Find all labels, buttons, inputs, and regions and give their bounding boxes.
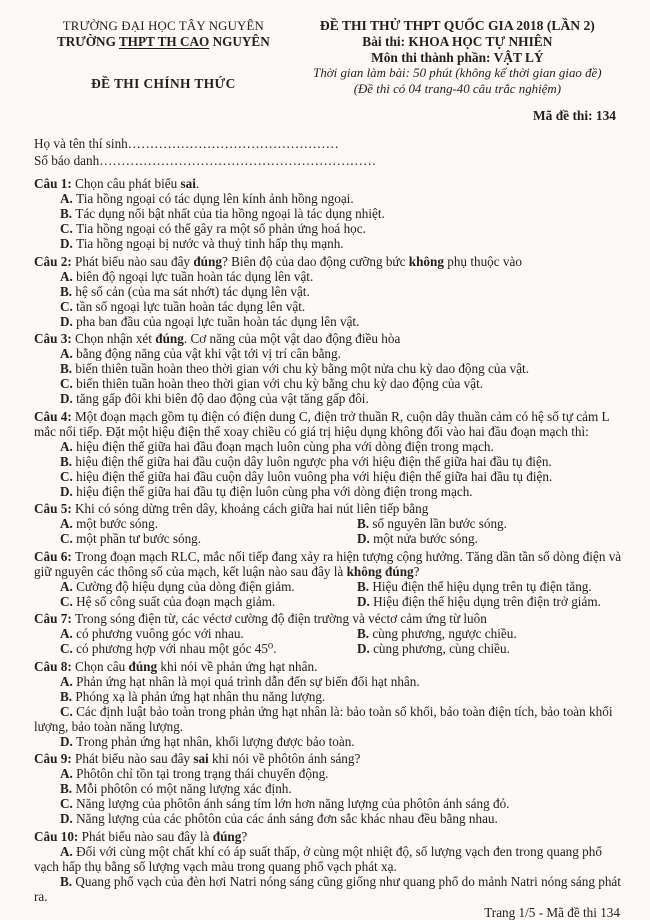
question-stem: Câu 10: Phát biểu nào sau đây là đúng? [34, 828, 248, 844]
option-letter: C. [60, 593, 77, 609]
option-C: C. một phần tư bước sóng. [60, 531, 202, 546]
option-letter: A. [60, 578, 77, 594]
option-letter: B. [60, 206, 76, 221]
option-letter: A. [60, 626, 77, 641]
option-letter: C. [60, 376, 77, 391]
question-number: Câu 10: [34, 828, 82, 844]
question-number: Câu 4: [34, 408, 76, 424]
option-D: D. Năng lượng của các phôtôn của các ánh sáng đơn sắc khác nhau đều bằng nhau. [60, 811, 498, 826]
option-letter: A. [60, 191, 77, 206]
option-A: A. Phôtôn chỉ tồn tại trong trạng thái chuyển động. [60, 766, 329, 781]
option-letter: D. [60, 811, 77, 826]
question-stem: Câu 5: Khi có sóng dừng trên dây, khoảng cách giữa hai nút liên tiếp bằng [34, 501, 429, 516]
question-block [34, 829, 622, 904]
question-options [34, 626, 622, 656]
question-options [34, 439, 622, 499]
option-B: B. số nguyên lần bước sóng. [356, 516, 507, 531]
exam-subject: Môn thi thành phần: VẬT LÝ [371, 50, 544, 65]
option-letter: B. [356, 578, 373, 594]
option-letter: A. [60, 673, 77, 689]
option-letter: B. [356, 626, 373, 641]
question-stem: Câu 8: Chọn câu đúng khi nói về phản ứng hạt nhân. [34, 658, 318, 674]
option-letter: B. [60, 688, 76, 704]
option-A: A. biên độ ngoại lực tuần hoàn tác dụng lên vật. [60, 268, 314, 284]
option-letter: C. [60, 796, 77, 811]
option-letter: D. [356, 531, 374, 546]
option-letter: C. [60, 641, 77, 656]
question-stem: Câu 9: Phát biểu nào sau đây sai khi nói về phôtôn ánh sáng? [34, 751, 361, 766]
exam-name: Bài thi: KHOA HỌC TỰ NHIÊN [362, 34, 553, 49]
student-info [34, 136, 622, 169]
exam-header [34, 18, 622, 124]
option-A: A. có phương vuông góc với nhau. [60, 626, 244, 641]
option-A: A. hiệu điện thế giữa hai đầu đoạn mạch luôn cùng pha với dòng điện trong mạch. [60, 438, 494, 454]
option-letter: D. [60, 236, 77, 251]
option-B: B. Hiệu điện thế hiệu dụng trên tụ điện tăng. [356, 578, 592, 594]
question-block [34, 751, 622, 826]
option-letter: B. [60, 283, 76, 299]
question-block [34, 611, 622, 656]
option-B: B. cùng phương, ngược chiều. [356, 626, 517, 641]
questions [34, 176, 622, 904]
option-D: D. Tia hồng ngoại bị nước và thuỷ tinh hấp thụ mạnh. [60, 236, 344, 251]
question-options [34, 674, 622, 749]
question-number: Câu 8: [34, 658, 76, 674]
header-right-column [293, 18, 622, 124]
option-A: A. bằng động năng của vật khi vật tới vị trí cân bằng. [60, 346, 341, 361]
question-number: Câu 1: [34, 176, 76, 191]
option-D: D. Trong phản ứng hạt nhân, khối lượng được bảo toàn. [60, 733, 355, 749]
option-letter: D. [60, 313, 77, 329]
option-A: A. một bước sóng. [60, 516, 159, 531]
option-letter: C. [60, 531, 77, 546]
option-letter: A. [60, 766, 77, 781]
option-letter: A. [60, 516, 77, 531]
question-block [34, 501, 622, 546]
question-stem: Câu 1: Chọn câu phát biểu sai. [34, 176, 200, 191]
option-B: B. biến thiên tuần hoàn theo thời gian với chu kỳ bằng một nửa chu kỳ dao động của vật. [60, 361, 530, 376]
option-B: B. Mỗi phôtôn có một năng lượng xác định. [60, 781, 292, 796]
question-options [34, 191, 622, 251]
question-block [34, 254, 622, 329]
option-A: A. Tia hồng ngoại có tác dụng lên kính ảnh hồng ngoại. [60, 191, 354, 206]
option-C: C. Năng lượng của phôtôn ánh sáng tím lớn hơn năng lượng của phôtôn ánh sáng đỏ. [60, 796, 510, 811]
question-stem: Câu 7: Trong sóng điện từ, các véctơ cường độ điện trường và véctơ cảm ứng từ luôn [34, 611, 487, 626]
option-letter: B. [60, 453, 76, 469]
question-number: Câu 3: [34, 331, 76, 346]
question-block [34, 176, 622, 251]
official-exam-label: ĐỀ THI CHÍNH THỨC [91, 76, 236, 91]
option-letter: A. [60, 843, 77, 859]
option-letter: B. [60, 873, 76, 889]
option-letter: D. [60, 483, 77, 499]
option-letter: D. [356, 641, 374, 656]
option-C: C. có phương hợp với nhau một góc 45⁰. [60, 641, 277, 656]
option-letter: D. [60, 391, 77, 406]
question-number: Câu 2: [34, 253, 76, 269]
header-left-column [34, 18, 293, 124]
question-block [34, 331, 622, 406]
option-D: D. hiệu điện thế giữa hai đầu tụ điện luôn cùng pha với dòng điện trong mạch. [60, 483, 473, 499]
option-C: C. Hệ số công suất của đoạn mạch giảm. [60, 593, 276, 609]
student-id-line: Số báo danh……………………………………………………… [34, 152, 377, 168]
option-A: A. Cường độ hiệu dụng của dòng điện giảm. [60, 578, 295, 594]
question-number: Câu 7: [34, 611, 76, 626]
question-options [34, 346, 622, 406]
option-B: B. Tác dụng nổi bật nhất của tia hồng ngoại là tác dụng nhiệt. [60, 206, 385, 221]
option-letter: A. [60, 268, 77, 284]
option-D: D. pha ban đầu của ngoại lực tuần hoàn tác dụng lên vật. [60, 313, 360, 329]
school-name-underlined: THPT TH CAO [118, 34, 210, 49]
option-letter: B. [60, 361, 76, 376]
question-options [34, 516, 622, 546]
page-footer: Trang 1/5 - Mã đề thi 134 [484, 904, 620, 920]
option-letter: C. [60, 298, 77, 314]
option-B: B. Phóng xạ là phản ứng hạt nhân thu năng lượng. [60, 688, 326, 704]
option-letter: A. [60, 438, 77, 454]
option-D: D. Hiệu điện thế hiệu dụng trên điện trở giảm. [356, 593, 601, 609]
question-stem: Câu 2: Phát biểu nào sau đây đúng? Biên độ của dao động cưỡng bức không phụ thuộc vào [34, 253, 522, 269]
option-letter: B. [356, 516, 373, 531]
option-letter: C. [60, 221, 77, 236]
question-block [34, 409, 622, 499]
option-A: A. Phản ứng hạt nhân là mọi quá trình dẫn đến sự biến đổi hạt nhân. [60, 673, 420, 689]
option-letter: D. [60, 733, 77, 749]
question-block [34, 659, 622, 749]
question-options [34, 579, 622, 609]
option-A: A. Đối với cùng một chất khí có áp suất thấp, ở cùng một nhiệt độ, số lượng vạch đen trong quang phổ vạch hấp thụ bằng số lượng vạch màu trong quang phổ vạch phát xạ. [34, 843, 602, 874]
school-name: TRƯỜNG THPT TH CAO NGUYÊN [56, 34, 270, 49]
question-number: Câu 9: [34, 751, 76, 766]
option-C: C. biến thiên tuần hoàn theo thời gian với chu kỳ bằng chu kỳ dao động của vật. [60, 376, 484, 391]
option-B: B. Quang phổ vạch của đèn hơi Natri nóng sáng cũng giống như quang phổ do mảnh Natri nóng sáng phát ra. [34, 873, 621, 904]
question-number: Câu 5: [34, 501, 76, 516]
option-letter: A. [60, 346, 77, 361]
option-D: D. một nửa bước sóng. [356, 531, 478, 546]
question-stem: Câu 3: Chọn nhận xét đúng. Cơ năng của một vật dao động điều hòa [34, 331, 401, 346]
option-letter: C. [60, 703, 77, 719]
question-block [34, 549, 622, 609]
exam-title: ĐỀ THI THỬ THPT QUỐC GIA 2018 (LẦN 2) [319, 18, 595, 33]
exam-duration: Thời gian làm bài: 50 phút (không kể thời gian giao đề) [313, 66, 602, 80]
option-C: C. tần số ngoại lực tuần hoàn tác dụng lên vật. [60, 298, 306, 314]
question-stem: Câu 6: Trong đoạn mạch RLC, mắc nối tiếp đang xảy ra hiện tượng cộng hưởng. Tăng dần tần số dòng điện và giữ nguyên các thông số của mạch, kết luận nào sau đây là không đúng? [34, 548, 622, 579]
question-options [34, 844, 622, 904]
option-C: C. Tia hồng ngoại có thể gây ra một số phản ứng hoá học. [60, 221, 366, 236]
option-letter: D. [356, 593, 374, 609]
option-C: C. hiệu điện thế giữa hai đầu cuộn dây luôn vuông pha với hiệu điện thế giữa hai đầu tụ điện. [60, 468, 553, 484]
student-name-line: Họ và tên thí sinh………………………………………… [34, 136, 339, 151]
option-letter: B. [60, 781, 76, 796]
exam-code: Mã đề thi: 134 [533, 108, 616, 123]
option-C: C. Các định luật bảo toàn trong phản ứng hạt nhân là: bảo toàn số khối, bảo toàn điện tích, bảo toàn khối lượng, bảo toàn năng lượng. [34, 703, 613, 734]
exam-pages-note: (Đề thi có 04 trang-40 câu trắc nghiệm) [353, 81, 561, 96]
option-D: D. cùng phương, cùng chiều. [356, 641, 510, 656]
option-B: B. hệ số cản (của ma sát nhớt) tác dụng lên vật. [60, 283, 310, 299]
option-B: B. hiệu điện thế giữa hai đầu cuộn dây luôn ngược pha với hiệu điện thế giữa hai đầu tụ điện. [60, 453, 552, 469]
question-options [34, 766, 622, 826]
question-number: Câu 6: [34, 548, 76, 564]
question-stem: Câu 4: Một đoạn mạch gồm tụ điện có điện dung C, điện trở thuần R, cuộn dây thuần cảm có hệ số tự cảm L mắc nối tiếp. Đặt một hiệu điện thế xoay chiều có giá trị hiệu dụng không đổi vào hai đầu đoạn mạch thì: [34, 408, 610, 439]
university-name: TRƯỜNG ĐẠI HỌC TÂY NGUYÊN [62, 19, 264, 33]
option-D: D. tăng gấp đôi khi biên độ dao động của vật tăng gấp đôi. [60, 391, 369, 406]
question-options [34, 269, 622, 329]
option-letter: C. [60, 468, 77, 484]
